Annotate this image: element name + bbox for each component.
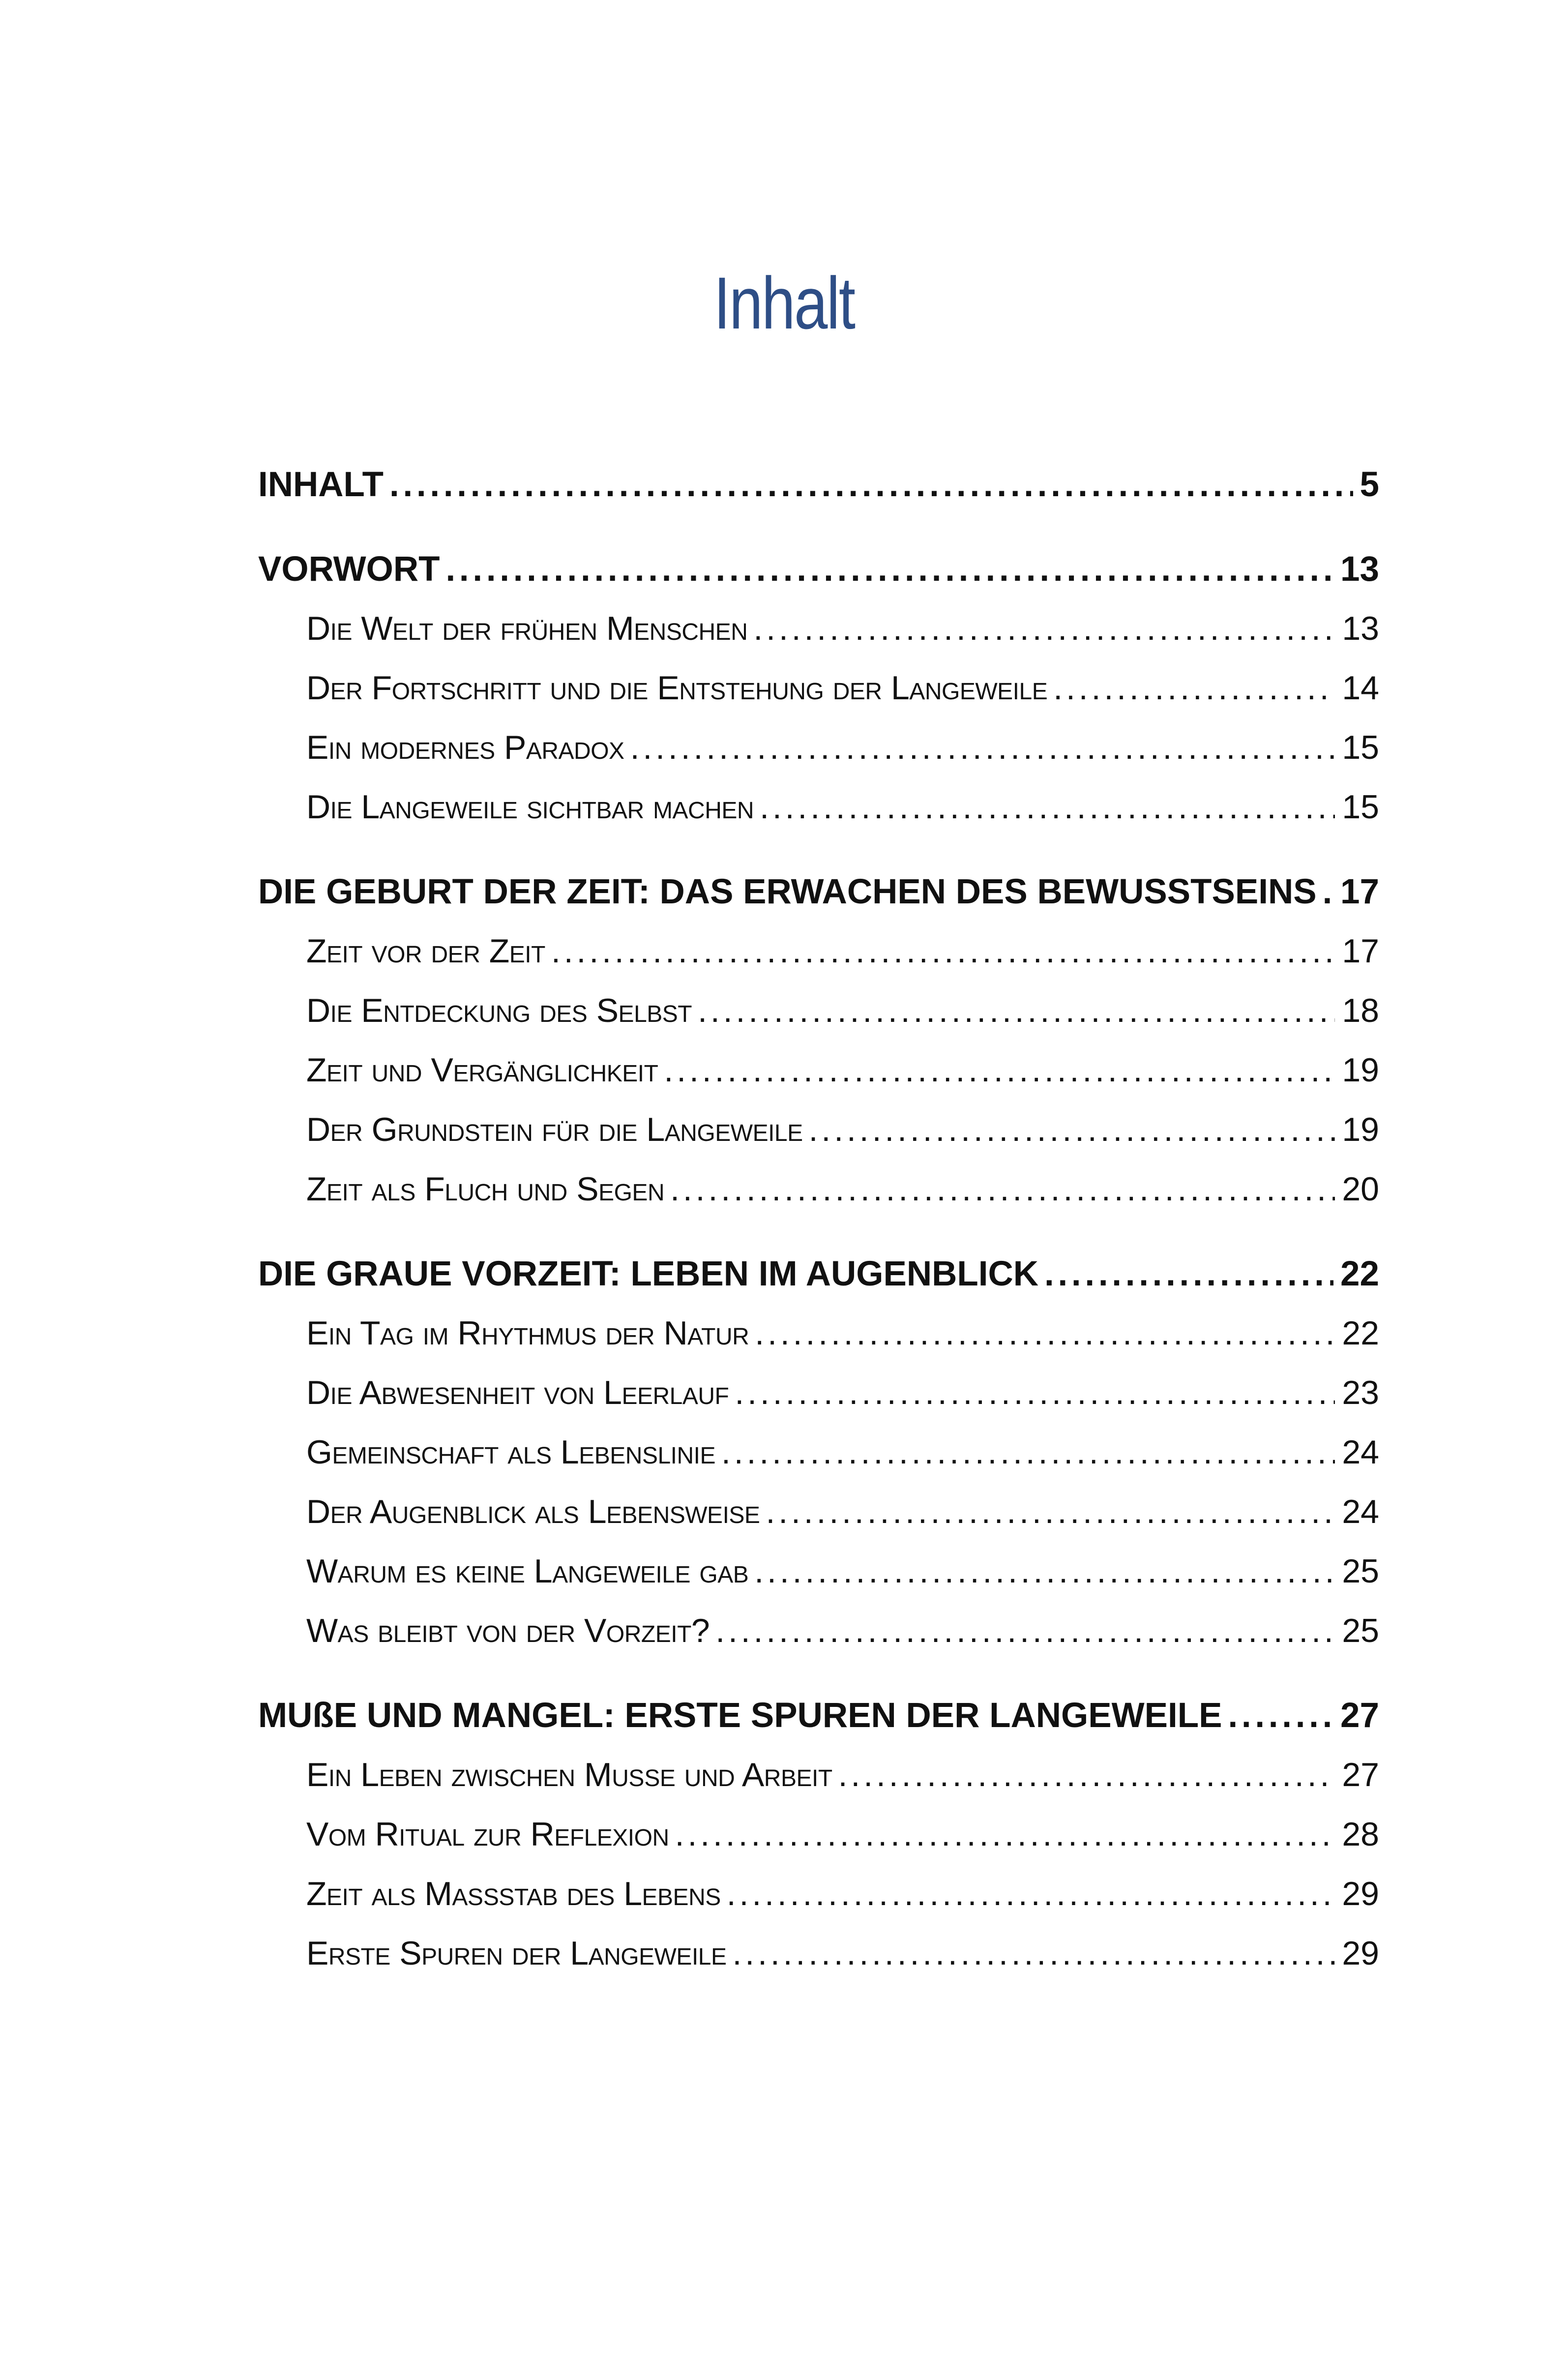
toc-entry-label: Erste Spuren der Langeweile [306,1935,727,1972]
toc-section-entry[interactable] [258,932,1379,991]
toc-entry-label: Die Welt der frühen Menschen [306,610,748,647]
toc-entry-label: Warum es keine Langeweile gab [306,1552,749,1590]
toc-section-entry[interactable] [258,1051,1379,1110]
dot-leader [727,1875,1335,1913]
toc-entry-page-number: 23 [1342,1374,1379,1411]
dot-leader [1228,1696,1333,1735]
toc-entry-label: Zeit und Vergänglichkeit [306,1051,658,1089]
toc-section-entry[interactable] [258,1756,1379,1815]
dot-leader [445,549,1333,589]
toc-chapter-entry[interactable] [258,1254,1379,1314]
toc-section-entry[interactable] [258,669,1379,728]
toc-entry-page-number: 24 [1342,1493,1379,1530]
toc-entry-page-number: 25 [1342,1552,1379,1590]
toc-section-entry[interactable] [258,1314,1379,1373]
toc-entry-label: Der Grundstein für die Langeweile [306,1111,803,1148]
dot-leader [630,728,1335,767]
toc-entry-page-number: 20 [1342,1170,1379,1208]
dot-leader [735,1373,1335,1412]
toc-entry-page-number: 13 [1340,550,1379,589]
toc-entry-page-number: 22 [1340,1254,1379,1293]
dot-leader [1323,872,1333,912]
toc-section-entry[interactable] [258,1815,1379,1875]
dot-leader [809,1110,1335,1149]
dot-leader [753,609,1335,648]
toc-entry-page-number: 17 [1340,872,1379,911]
toc-chapter-entry[interactable] [258,1696,1379,1756]
dot-leader [760,788,1335,826]
toc-entry-page-number: 15 [1342,788,1379,826]
toc-section-entry[interactable] [258,1612,1379,1671]
toc-section-entry[interactable] [258,1875,1379,1934]
toc-section-entry[interactable] [258,991,1379,1051]
dot-leader [675,1815,1335,1853]
dot-leader [1053,669,1335,707]
toc-section-entry[interactable] [258,1373,1379,1433]
dot-leader [766,1492,1335,1531]
page-title: Inhalt [713,261,855,344]
toc-entry-label: Ein Tag im Rhythmus der Natur [306,1314,749,1352]
toc-entry-page-number: 22 [1342,1314,1379,1352]
toc-entry-label: Ein modernes Paradox [306,729,624,766]
dot-leader [1044,1254,1333,1294]
toc-entry-label: Die Langeweile sichtbar machen [306,788,754,826]
dot-leader [755,1314,1335,1352]
toc-entry-page-number: 24 [1342,1433,1379,1471]
dot-leader [721,1433,1335,1471]
toc-section-entry[interactable] [258,1552,1379,1612]
dot-leader [715,1612,1335,1650]
toc-section-entry[interactable] [258,1934,1379,1994]
toc-section-entry[interactable] [258,728,1379,788]
toc-section-entry[interactable] [258,1170,1379,1229]
toc-entry-label: Die Abwesenheit von Leerlauf [306,1374,729,1411]
toc-entry-page-number: 14 [1342,669,1379,707]
toc-entry-page-number: 18 [1342,992,1379,1029]
toc-section-entry[interactable] [258,1110,1379,1170]
toc-entry-label: Der Augenblick als Lebensweise [306,1493,760,1530]
toc-entry-page-number: 27 [1340,1696,1379,1735]
toc-entry-page-number: 25 [1342,1612,1379,1649]
toc-entry-page-number: 13 [1342,610,1379,647]
toc-entry-page-number: 17 [1342,932,1379,970]
dot-leader [698,991,1335,1030]
toc-section-entry[interactable] [258,788,1379,847]
toc-chapter-entry[interactable] [258,549,1379,609]
toc-entry-page-number: 27 [1342,1756,1379,1793]
toc-entry-label: Die Entdeckung des Selbst [306,992,692,1029]
toc-entry-label: INHALT [258,465,384,504]
table-of-contents [258,465,1379,1994]
toc-chapter-entry[interactable] [258,465,1379,525]
toc-entry-label: Zeit als Maßstab des Lebens [306,1875,721,1912]
toc-entry-label: MUßE UND MANGEL: ERSTE SPUREN DER LANGEWEILE [258,1696,1222,1735]
toc-entry-page-number: 29 [1342,1875,1379,1912]
toc-chapter-entry[interactable] [258,872,1379,932]
toc-entry-page-number: 15 [1342,729,1379,766]
dot-leader [551,932,1335,970]
toc-section-entry[interactable] [258,1433,1379,1492]
toc-entry-page-number: 19 [1342,1051,1379,1089]
dot-leader [838,1756,1335,1794]
toc-entry-label: Zeit vor der Zeit [306,932,545,970]
toc-entry-label: DIE GEBURT DER ZEIT: DAS ERWACHEN DES BEWUSSTSEINS [258,872,1317,911]
toc-entry-label: Ein Leben zwischen Muße und Arbeit [306,1756,832,1793]
toc-entry-page-number: 5 [1360,465,1379,504]
toc-entry-page-number: 29 [1342,1935,1379,1972]
toc-entry-page-number: 19 [1342,1111,1379,1148]
dot-leader [670,1170,1335,1208]
toc-entry-label: Zeit als Fluch und Segen [306,1170,665,1208]
dot-leader [389,465,1353,505]
toc-section-entry[interactable] [258,609,1379,669]
dot-leader [733,1934,1335,1972]
toc-entry-label: Gemeinschaft als Lebenslinie [306,1433,716,1471]
dot-leader [754,1552,1335,1590]
toc-entry-label: Vom Ritual zur Reflexion [306,1816,669,1853]
toc-entry-label: VORWORT [258,550,440,589]
toc-section-entry[interactable] [258,1492,1379,1552]
toc-entry-label: Der Fortschritt und die Entstehung der Langeweile [306,669,1048,707]
dot-leader [664,1051,1335,1089]
toc-entry-label: Was bleibt von der Vorzeit? [306,1612,710,1649]
toc-entry-page-number: 28 [1342,1816,1379,1853]
toc-entry-label: DIE GRAUE VORZEIT: LEBEN IM AUGENBLICK [258,1254,1039,1293]
